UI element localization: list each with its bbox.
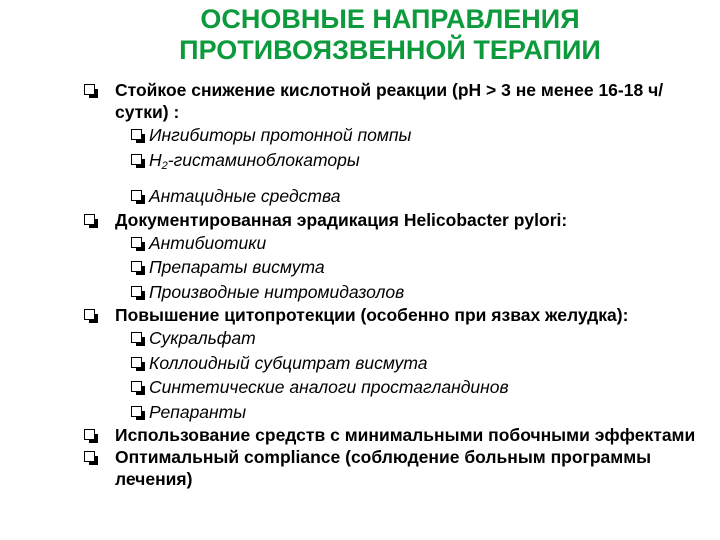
sub-list-item [131,400,714,425]
list-item-text: Повышение цитопротекции (особенно при язвах желудка): [115,305,629,325]
sub-list-item-text: Репаранты [149,401,247,422]
slide-title-line-2: ПРОТИВОЯЗВЕННОЙ ТЕРАПИИ [179,35,601,65]
list-item-text: Использование средств с минимальными побочными эффектами [115,425,696,445]
checkbox-bullet-icon [131,406,142,417]
sub-list-item [131,231,714,256]
sub-list-item-text: Антацидные средства [149,186,341,206]
sub-list-item-text: Синтетические аналоги простагландинов [149,377,509,397]
checkbox-bullet-icon [131,129,142,140]
sub-list-item-text: Производные нитромидазолов [149,281,405,302]
slide-title [110,4,670,66]
checkbox-bullet-icon [84,84,95,95]
slide-title-line-1: ОСНОВНЫЕ НАПРАВЛЕНИЯ [200,4,580,34]
sub-list-item [131,255,714,280]
list-item [84,79,714,123]
checkbox-bullet-icon [131,154,142,165]
list-item-text: Оптимальный compliance (соблюдение больным программы лечения) [115,447,652,489]
list-item [84,424,714,446]
checkbox-bullet-icon [131,261,142,272]
sub-list-item [131,123,714,148]
bullet-list [84,79,714,490]
sub-list-item-text: Антибиотики [149,232,267,253]
checkbox-bullet-icon [84,429,95,440]
sub-list-item [131,184,714,209]
sub-list-item-text: Ингибиторы протонной помпы [149,125,412,145]
list-item [84,209,714,231]
checkbox-bullet-icon [131,381,142,392]
sub-list-item [131,280,714,305]
checkbox-bullet-icon [131,190,142,201]
checkbox-bullet-icon [84,451,95,462]
sub-list-item-text: Коллоидный субцитрат висмута [149,352,428,373]
sub-list-item [131,351,714,376]
sub-list-item-text: $Н_2$-гистаминоблокаторы [149,149,360,172]
list-item [84,304,714,326]
list-item [84,446,714,490]
checkbox-bullet-icon [84,214,95,225]
sub-list-item [131,375,714,400]
checkbox-bullet-icon [84,309,95,320]
sub-list-item-text: Сукральфат [149,328,256,348]
sub-list-item [131,148,714,179]
checkbox-bullet-icon [131,237,142,248]
sub-list-item-text: Препараты висмута [149,257,325,277]
list-item-text: Стойкое снижение кислотной реакции (рН > 3 не менее 16-18 ч/сутки) : [115,80,664,122]
checkbox-bullet-icon [131,357,142,368]
sub-list-item [131,326,714,351]
checkbox-bullet-icon [131,286,142,297]
list-item-text: Документированная эрадикация Helicobacter pylori: [115,209,568,230]
checkbox-bullet-icon [131,332,142,343]
